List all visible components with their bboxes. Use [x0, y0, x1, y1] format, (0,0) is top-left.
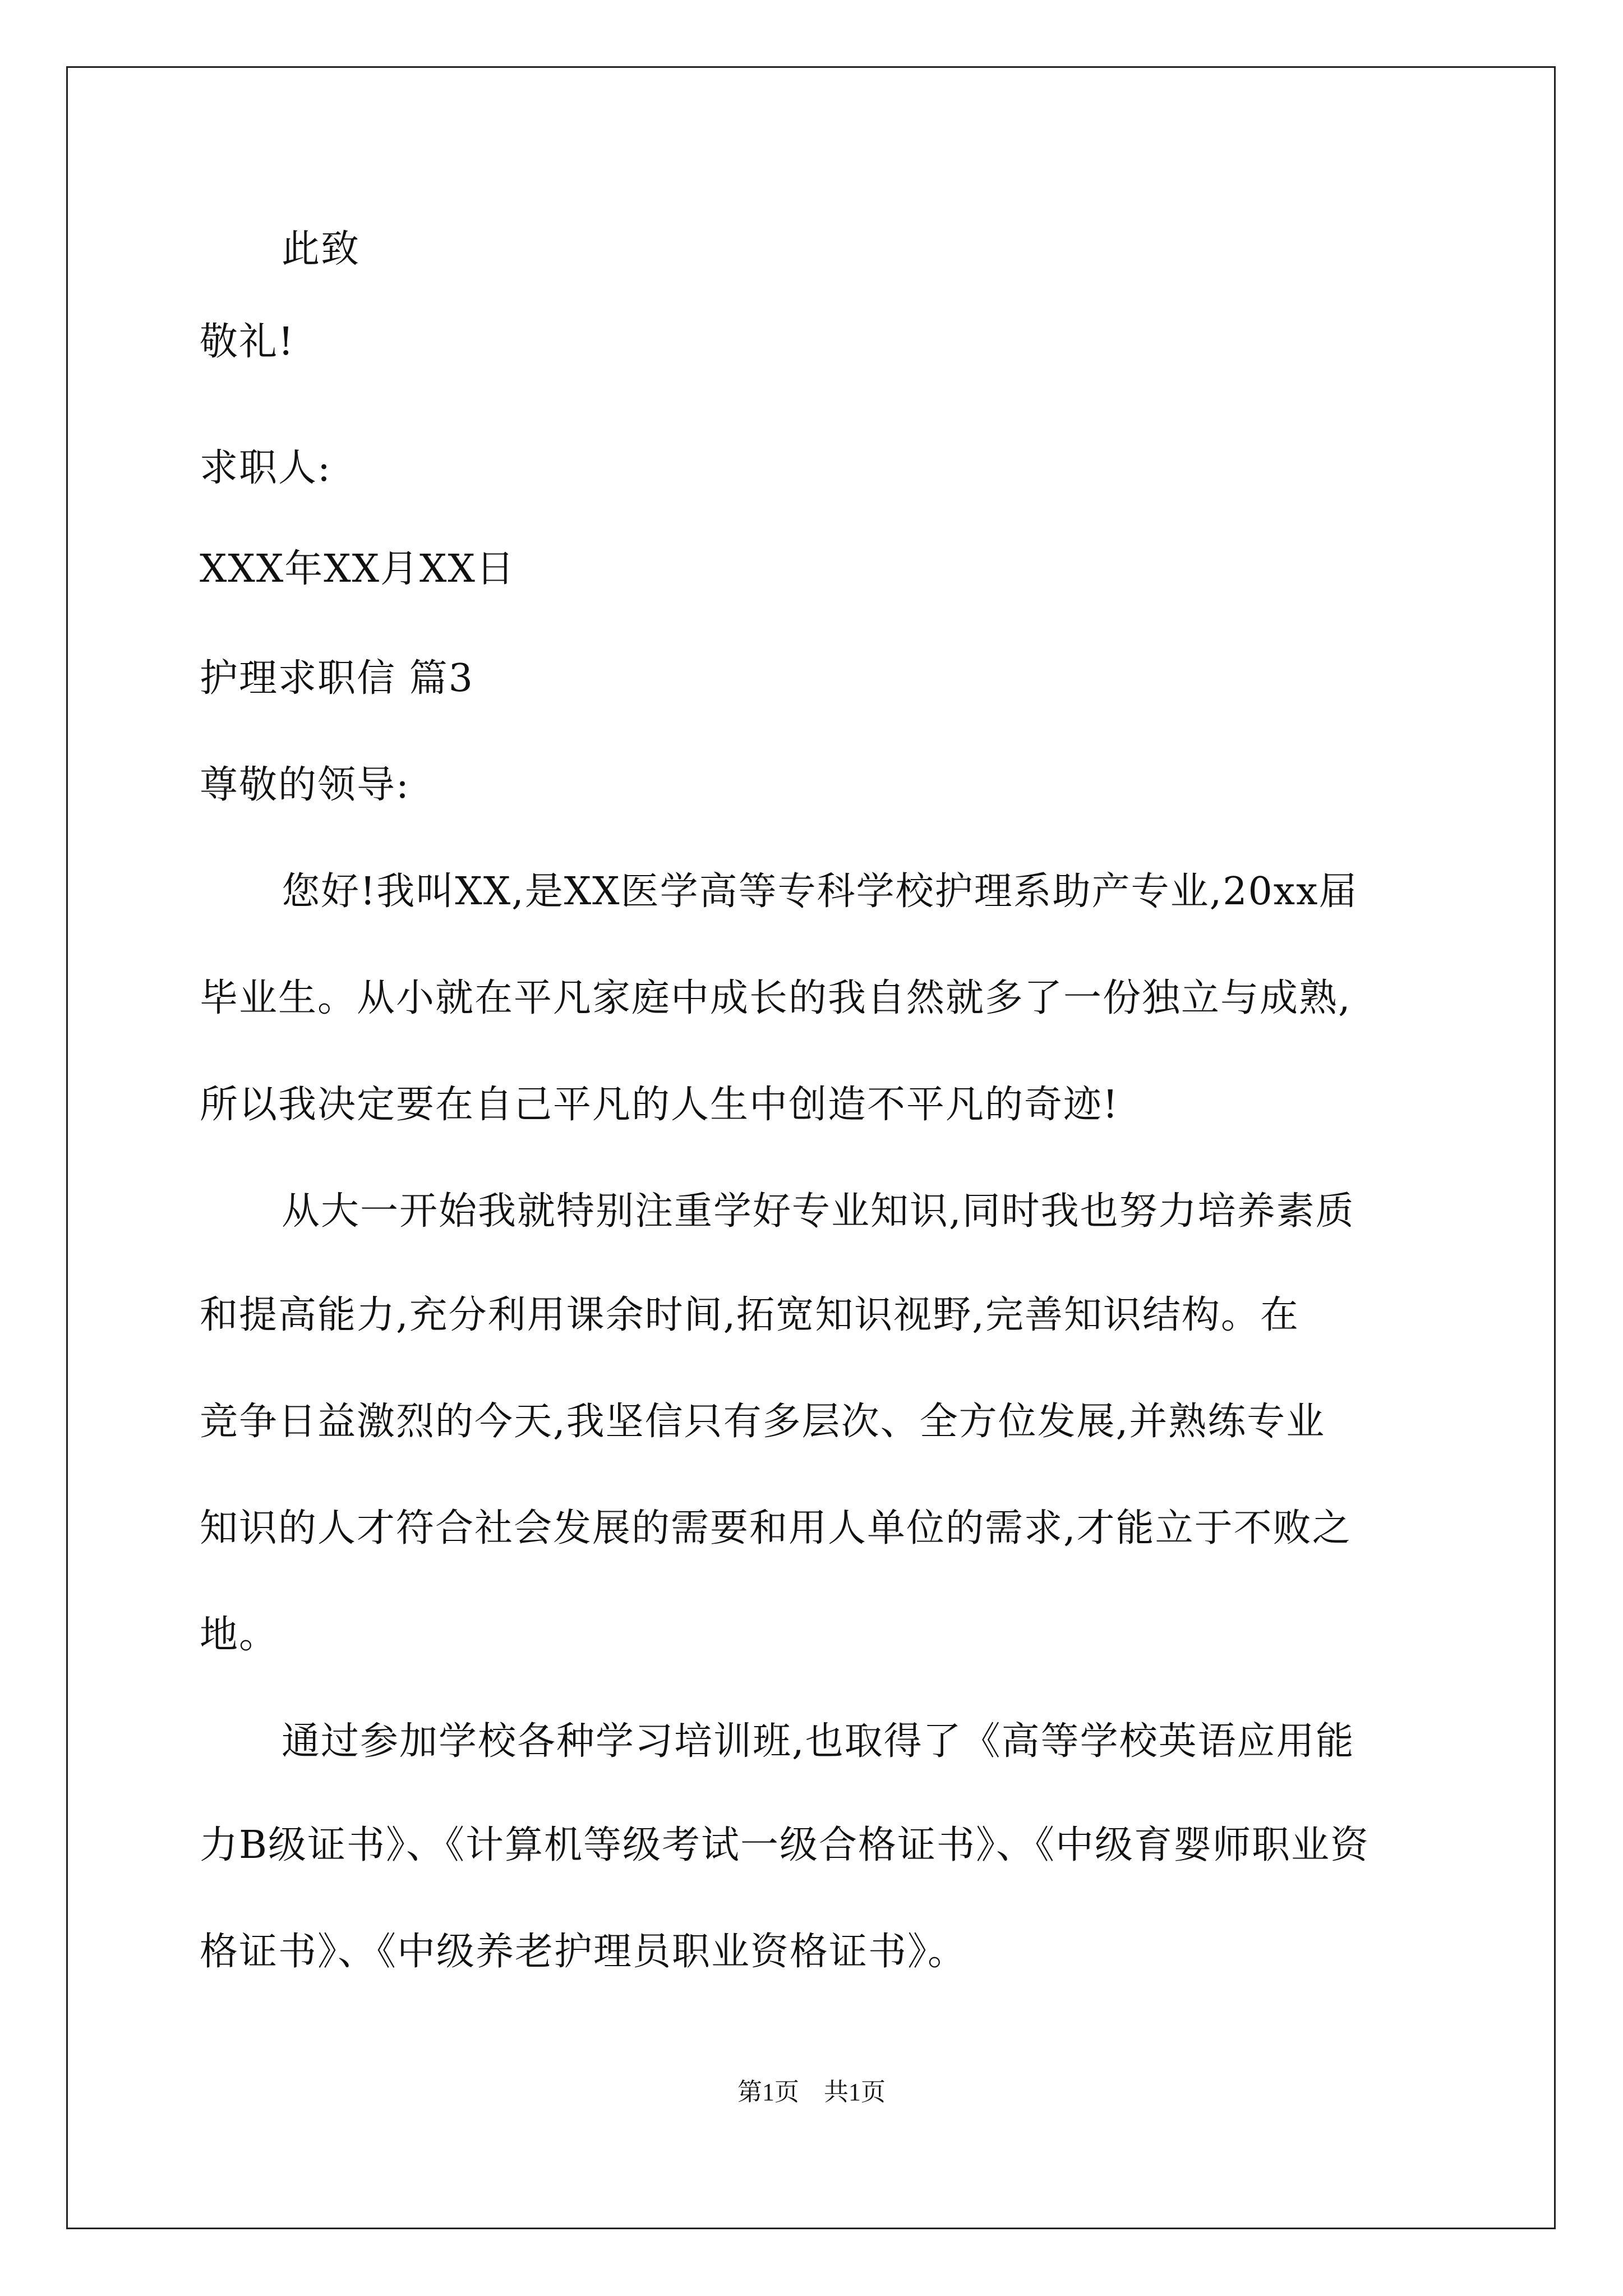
- closing-line: 此致: [282, 227, 361, 272]
- paragraph-2-line-1: 从大一开始我就特别注重学好专业知识,同时我也努力培养素质: [282, 1189, 1355, 1234]
- salutation-line: 敬礼!: [200, 320, 295, 364]
- applicant-line: 求职人:: [200, 446, 331, 490]
- paragraph-3-line-3: 格证书》、《中级养老护理员职业资格证书》。: [200, 1930, 967, 1974]
- paragraph-3-line-1: 通过参加学校各种学习培训班,也取得了《高等学校英语应用能: [282, 1719, 1355, 1764]
- section-title: 护理求职信 篇3: [200, 656, 474, 701]
- page-border: [66, 66, 1556, 2229]
- paragraph-2-line-2: 和提高能力,充分利用课余时间,拓宽知识视野,完善知识结构。在: [200, 1293, 1299, 1337]
- paragraph-2-line-4: 知识的人才符合社会发展的需要和用人单位的需求,才能立于不败之: [200, 1506, 1352, 1550]
- paragraph-2-line-5: 地。: [200, 1613, 279, 1657]
- page-footer: 第1页 共1页: [737, 2078, 886, 2106]
- paragraph-1-line-2: 毕业生。从小就在平凡家庭中成长的我自然就多了一份独立与成熟,: [200, 976, 1352, 1020]
- greeting-line: 尊敬的领导:: [200, 763, 410, 807]
- paragraph-2-line-3: 竞争日益激烈的今天,我坚信只有多层次、全方位发展,并熟练专业: [200, 1400, 1326, 1444]
- date-line: XXX年XX月XX日: [200, 547, 515, 591]
- paragraph-1-line-3: 所以我决定要在自己平凡的人生中创造不平凡的奇迹!: [200, 1083, 1119, 1127]
- paragraph-1-line-1: 您好!我叫XX,是XX医学高等专科学校护理系助产专业,20xx届: [282, 869, 1358, 914]
- paragraph-3-line-2: 力B级证书》、《计算机等级考试一级合格证书》、《中级育婴师职业资: [200, 1823, 1370, 1867]
